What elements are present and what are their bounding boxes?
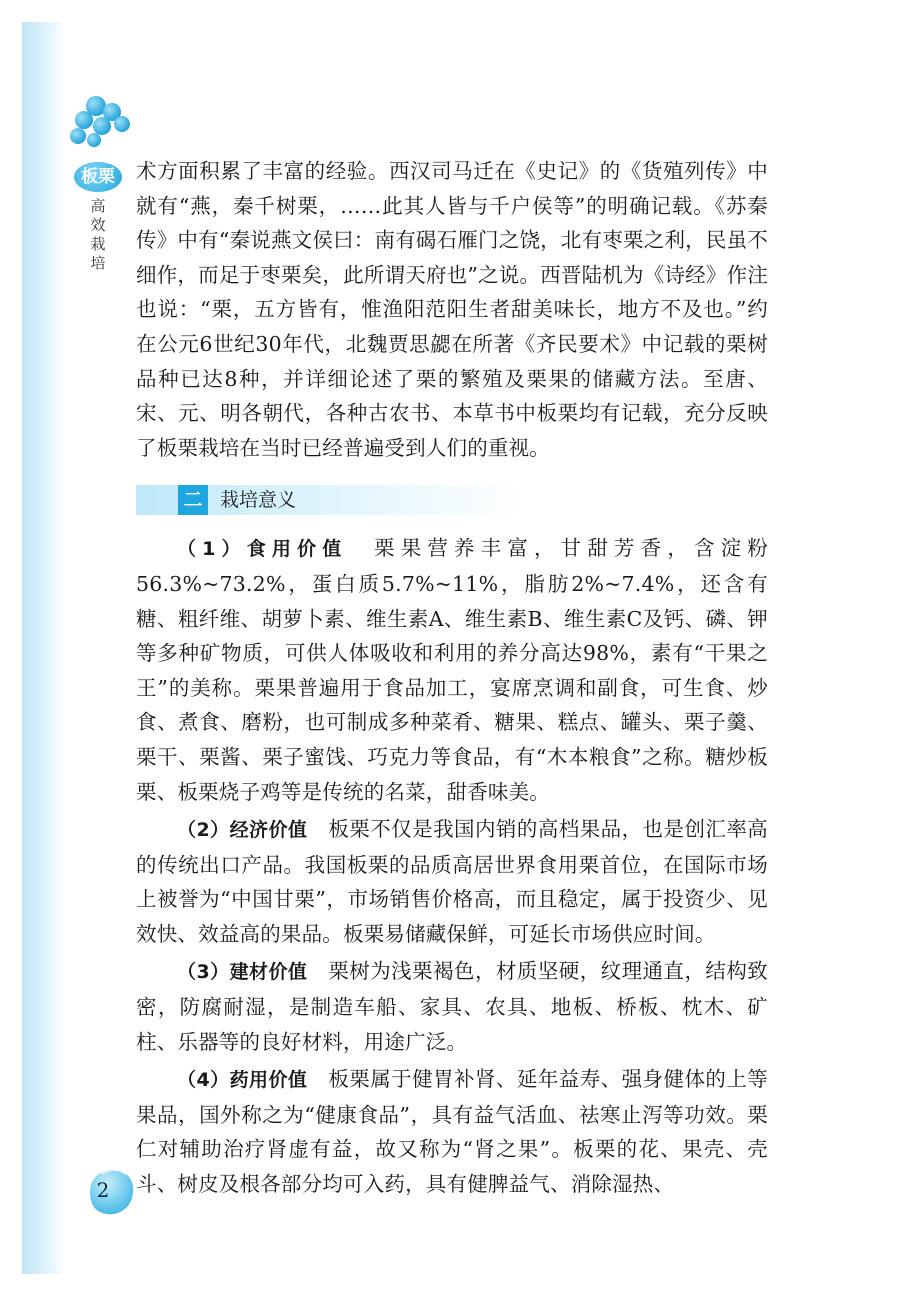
book-subtitle: 高效栽培 bbox=[88, 198, 107, 274]
item-paragraph bbox=[136, 531, 768, 809]
item-term: （2）经济价值 bbox=[177, 819, 308, 842]
item-paragraph bbox=[136, 1062, 768, 1201]
item-term: （4）药用价值 bbox=[177, 1069, 308, 1092]
item-term: （1）食用价值 bbox=[177, 538, 348, 561]
item-term: （3）建材价值 bbox=[177, 961, 308, 984]
item-text: 板栗属于健胃补肾、延年益寿、强身健体的上等果品，国外称之为“健康食品”，具有益气活血、祛寒止泻等功效。栗仁对辅助治疗肾虚有益，故又称为“肾之果”。板栗的花、果壳、壳斗、树皮及根各部分均可入药，具有健脾益气、消除湿热、 bbox=[136, 1067, 769, 1197]
item-paragraph bbox=[136, 954, 768, 1059]
item-text: 栗果营养丰富，甘甜芳香，含淀粉56.3%~73.2%，蛋白质5.7%~11%，脂肪2%~7.4%，还含有糖、粗纤维、胡萝卜素、维生素A、维生素B、维生素C及钙、磷、钾等多种矿物质，可供人体吸收和利用的养分高达98%，素有“干果之王”的美称。栗果普遍用于食品加工，宴席烹调和副食，可生食、炒食、煮食、磨粉，也可制成多种菜肴、糖果、糕点、罐头、栗子羹、栗干、栗酱、栗子蜜饯、巧克力等食品，有“木本粮食”之称。糖炒板栗、板栗烧子鸡等是传统的名菜，甜香味美。 bbox=[136, 536, 769, 804]
page-number: 2 bbox=[96, 1178, 110, 1202]
item-paragraph bbox=[136, 812, 768, 951]
chestnut-logo-icon bbox=[64, 92, 144, 148]
side-strip bbox=[22, 22, 64, 1274]
section-title: 栽培意义 bbox=[220, 489, 297, 512]
section-number: 二 bbox=[178, 485, 208, 515]
item-text: 板栗不仅是我国内销的高档果品，也是创汇率高的传统出口产品。我国板栗的品质高居世界食用栗首位，在国际市场上被誉为“中国甘栗”，市场销售价格高，而且稳定，属于投资少、见效快、效益高的果品。板栗易储藏保鲜，可延长市场供应时间。 bbox=[136, 817, 769, 946]
item-text: 栗树为浅栗褐色，材质坚硬，纹理通直，结构致密，防腐耐湿，是制造车船、家具、农具、地板、桥板、枕木、矿柱、乐器等的良好材料，用途广泛。 bbox=[136, 959, 769, 1054]
intro-paragraph: 术方面积累了丰富的经验。西汉司马迁在《史记》的《货殖列传》中就有“燕，秦千树栗，……此其人皆与千户侯等”的明确记载。《苏秦传》中有“秦说燕文侯曰：南有碣石雁门之饶，北有枣栗之利，民虽不细作，而足于枣栗矣，此所谓天府也”之说。西晋陆机为《诗经》作注也说：“栗，五方皆有，惟渔阳范阳生者甜美味长，地方不及也。”约在公元6世纪30年代，北魏贾思勰在所著《齐民要术》中记载的栗树品种已达8种，并详细论述了栗的繁殖及栗果的储藏方法。至唐、宋、元、明各朝代，各种古农书、本草书中板栗均有记载，充分反映了板栗栽培在当时已经普遍受到人们的重视。 bbox=[136, 159, 768, 460]
section-heading bbox=[136, 485, 526, 515]
page-content bbox=[136, 154, 768, 1202]
sidebar-label bbox=[70, 162, 126, 274]
book-badge: 板栗 bbox=[74, 162, 122, 192]
